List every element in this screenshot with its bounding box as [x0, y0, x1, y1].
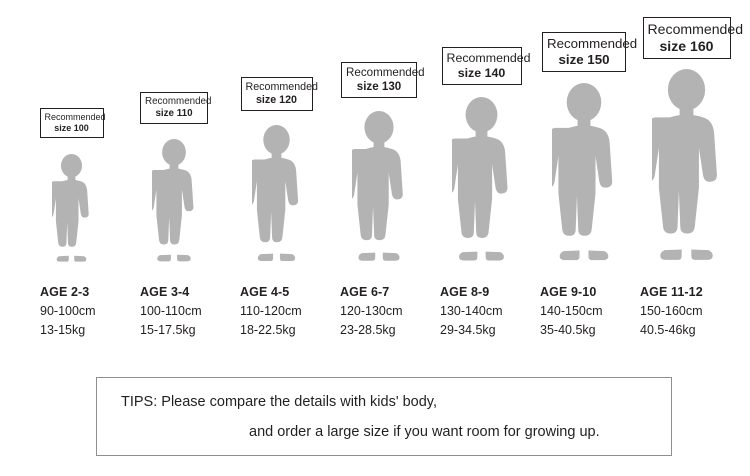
child-silhouette [52, 154, 91, 264]
height-range: 120-130cm [340, 304, 403, 318]
recommended-label: Recommended [245, 81, 318, 93]
height-range: 130-140cm [440, 304, 503, 318]
recommended-label: Recommended [44, 112, 106, 122]
tips-box [96, 377, 672, 456]
size-info [540, 283, 640, 340]
height-range: 140-150cm [540, 304, 603, 318]
recommended-size-box [341, 62, 425, 98]
recommended-size-value: size 120 [255, 93, 297, 106]
tips-line-2: and order a large size if you want room for growing up. [249, 424, 600, 440]
weight-range: 29-34.5kg [440, 323, 496, 337]
recommended-size-value: size 140 [457, 65, 506, 80]
child-silhouette [252, 125, 301, 264]
age-label: AGE 3-4 [140, 285, 190, 299]
recommended-size-value: size 160 [659, 37, 714, 54]
child-silhouette [452, 97, 511, 264]
child-silhouette [652, 69, 721, 264]
size-info [140, 283, 240, 340]
child-silhouette [552, 83, 616, 264]
weight-range: 15-17.5kg [140, 323, 196, 337]
recommended-label: Recommended [446, 51, 531, 65]
age-label: AGE 9-10 [540, 285, 597, 299]
weight-range: 23-28.5kg [340, 323, 396, 337]
recommended-size-value: size 100 [54, 122, 89, 133]
child-silhouette [152, 139, 196, 264]
size-info [640, 283, 740, 340]
recommended-label: Recommended [647, 21, 744, 37]
age-label: AGE 4-5 [240, 285, 290, 299]
size-info [40, 283, 140, 340]
age-label: AGE 2-3 [40, 285, 90, 299]
recommended-size-box [442, 47, 531, 85]
recommended-label: Recommended [346, 66, 425, 79]
weight-range: 35-40.5kg [540, 323, 596, 337]
recommended-size-box [241, 77, 318, 111]
recommended-size-value: size 130 [356, 79, 402, 93]
height-range: 90-100cm [40, 304, 96, 318]
size-info [240, 283, 340, 340]
weight-range: 13-15kg [40, 323, 86, 337]
recommended-label: Recommended [547, 36, 638, 51]
age-label: AGE 8-9 [440, 285, 490, 299]
recommended-size-box [542, 32, 638, 72]
recommended-size-box [643, 17, 744, 59]
recommended-size-value: size 110 [155, 107, 193, 119]
height-range: 100-110cm [140, 304, 202, 318]
height-range: 150-160cm [640, 304, 703, 318]
weight-range: 40.5-46kg [640, 323, 696, 337]
child-silhouette [352, 111, 406, 264]
age-label: AGE 11-12 [640, 285, 703, 299]
recommended-size-value: size 150 [558, 51, 610, 67]
age-label: AGE 6-7 [340, 285, 390, 299]
recommended-size-box [40, 108, 104, 138]
recommended-size-box [140, 92, 212, 124]
size-info [440, 283, 540, 340]
size-info [340, 283, 440, 340]
weight-range: 18-22.5kg [240, 323, 296, 337]
height-range: 110-120cm [240, 304, 302, 318]
tips-line-1: TIPS: Please compare the details with kids' body, [121, 394, 438, 410]
recommended-label: Recommended [145, 96, 212, 107]
